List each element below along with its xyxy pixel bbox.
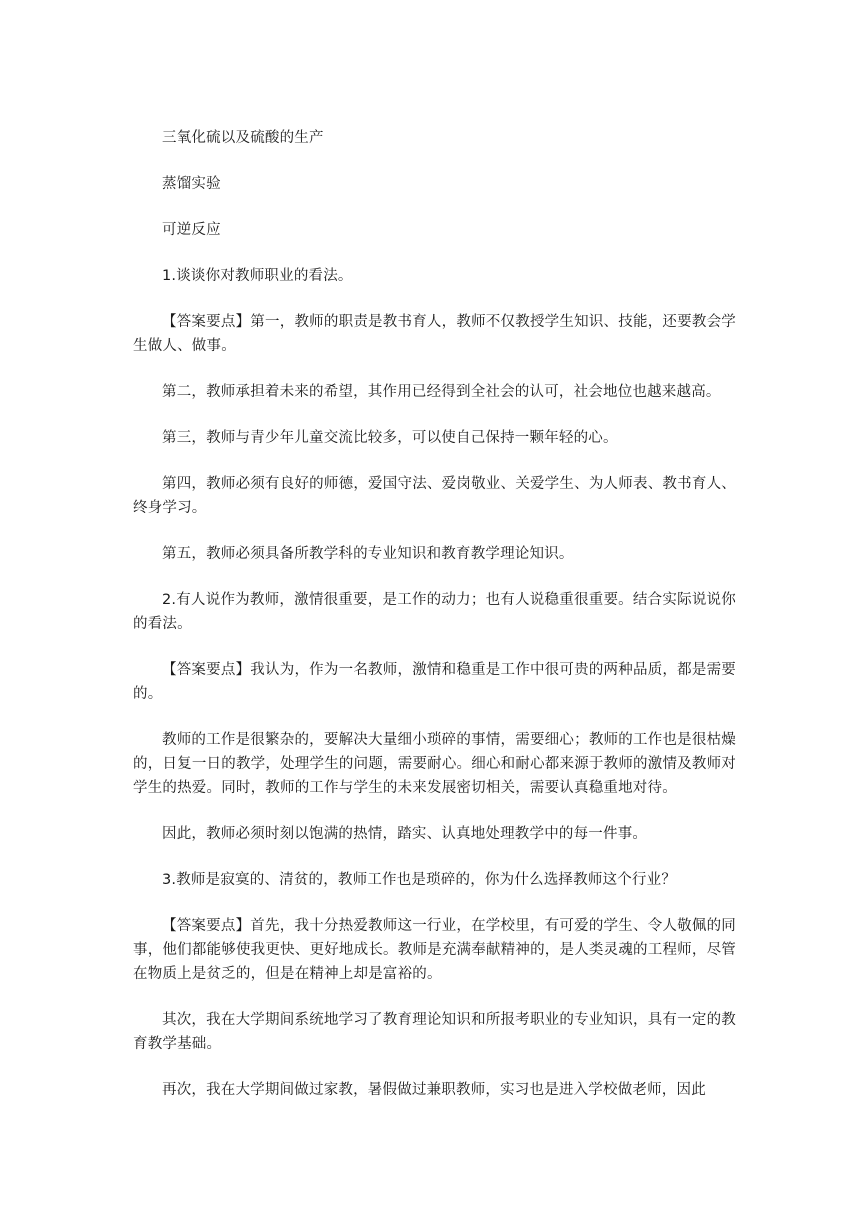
document-page — [133, 126, 736, 1124]
question-2: 2.有人说作为教师，激情很重要，是工作的动力；也有人说稳重很重要。结合实际说说你的看法。 — [133, 592, 736, 632]
paragraph-2: 蒸馏实验 — [162, 176, 221, 192]
answer-1-point-1: 【答案要点】第一，教师的职责是教书育人，教师不仅教授学生知识、技能，还要教会学生做人、做事。 — [133, 314, 736, 354]
paragraph-1: 三氧化硫以及硫酸的生产 — [162, 130, 324, 146]
answer-1-point-4: 第四，教师必须有良好的师德，爱国守法、爱岗敬业、关爱学生、为人师表、教书育人、终身学习。 — [133, 476, 736, 516]
answer-1-point-2: 第二，教师承担着未来的希望，其作用已经得到全社会的认可，社会地位也越来越高。 — [162, 384, 721, 400]
answer-2-point-1: 【答案要点】我认为，作为一名教师，激情和稳重是工作中很可贵的两种品质，都是需要的。 — [133, 662, 736, 702]
question-1: 1.谈谈你对教师职业的看法。 — [162, 268, 353, 284]
answer-3-point-1: 【答案要点】首先，我十分热爱教师这一行业，在学校里，有可爱的学生、令人敬佩的同事，他们都能够使我更快、更好地成长。教师是充满奉献精神的，是人类灵魂的工程师，尽管在物质上是贫乏的，但是在精神上却是富裕的。 — [133, 918, 736, 982]
answer-2-point-2: 教师的工作是很繁杂的，要解决大量细小琐碎的事情，需要细心；教师的工作也是很枯燥的，日复一日的教学，处理学生的问题，需要耐心。细心和耐心都来源于教师的激情及教师对学生的热爱。同时，教师的工作与学生的未来发展密切相关，需要认真稳重地对待。 — [133, 732, 736, 796]
answer-2-point-3: 因此，教师必须时刻以饱满的热情，踏实、认真地处理教学中的每一件事。 — [162, 826, 648, 842]
paragraph-3: 可逆反应 — [162, 222, 221, 238]
answer-1-point-5: 第五，教师必须具备所教学科的专业知识和教育教学理论知识。 — [162, 546, 574, 562]
answer-1-point-3: 第三，教师与青少年儿童交流比较多，可以使自己保持一颗年轻的心。 — [162, 430, 618, 446]
question-3: 3.教师是寂寞的、清贫的，教师工作也是琐碎的，你为什么选择教师这个行业？ — [162, 872, 677, 888]
answer-3-point-2: 其次，我在大学期间系统地学习了教育理论知识和所报考职业的专业知识，具有一定的教育教学基础。 — [133, 1012, 736, 1052]
answer-3-point-3: 再次，我在大学期间做过家教，暑假做过兼职教师，实习也是进入学校做老师，因此 — [162, 1082, 706, 1098]
